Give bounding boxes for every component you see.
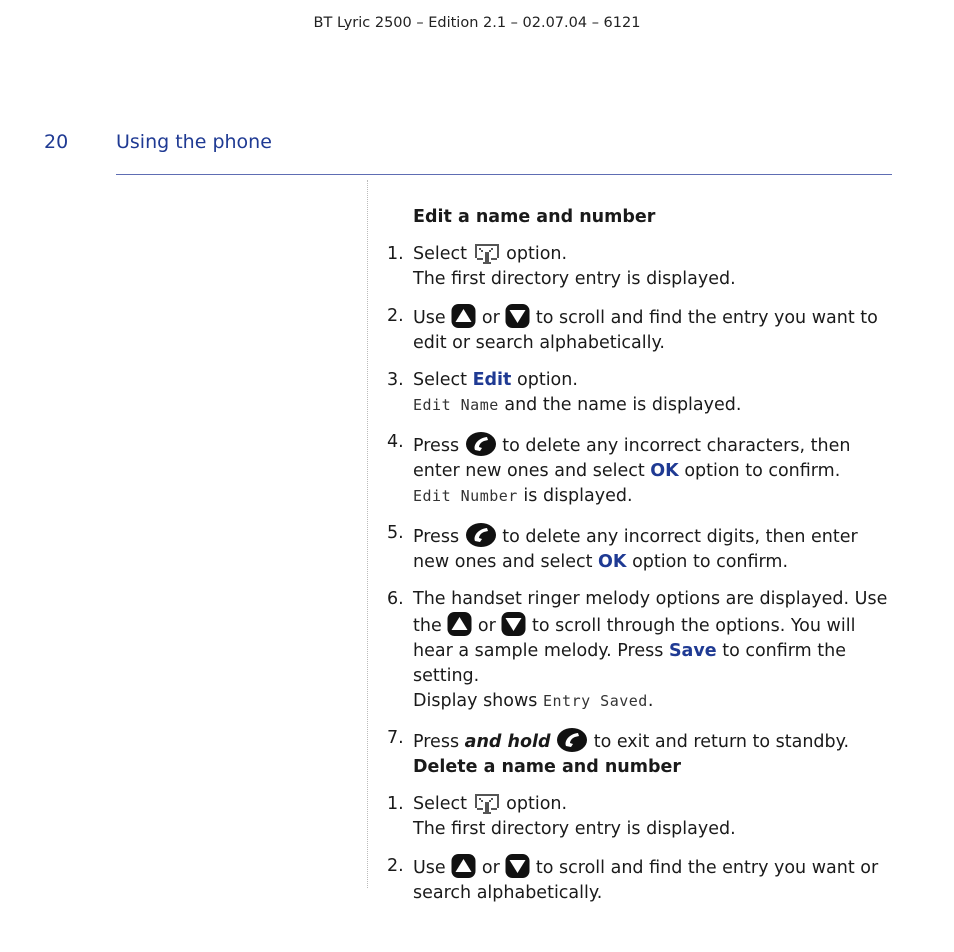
step-text: option to confirm. bbox=[684, 461, 841, 481]
delete-heading: Delete a name and number bbox=[413, 757, 682, 777]
section-title: Using the phone bbox=[116, 131, 272, 153]
up-arrow-button-icon bbox=[447, 612, 472, 636]
header-rule bbox=[116, 174, 892, 175]
step-text: or bbox=[477, 616, 496, 636]
edit-step-3 bbox=[387, 368, 892, 418]
step-text: option. bbox=[517, 370, 578, 390]
emphasis-text: and hold bbox=[464, 732, 551, 752]
step-text: Select bbox=[413, 370, 467, 390]
delete-step-2 bbox=[387, 854, 892, 906]
directory-icon bbox=[473, 242, 501, 264]
handset-button-icon bbox=[465, 430, 497, 458]
step-text: Select bbox=[413, 244, 467, 264]
step-text: to confirm the setting. bbox=[413, 641, 847, 686]
step-text: or bbox=[481, 858, 500, 878]
ok-option-label: OK bbox=[598, 552, 627, 572]
up-arrow-button-icon bbox=[451, 304, 476, 328]
step-text: Press bbox=[413, 732, 460, 752]
step-text: to scroll through the options. You will hear a sample melody. Press bbox=[413, 616, 856, 661]
directory-icon bbox=[473, 792, 501, 814]
step-text: . bbox=[647, 691, 654, 711]
step-text: The first directory entry is displayed. bbox=[413, 269, 736, 289]
down-arrow-button-icon bbox=[501, 612, 526, 636]
step-number: 4. bbox=[387, 432, 404, 452]
down-arrow-button-icon bbox=[505, 854, 530, 878]
step-number: 5. bbox=[387, 523, 404, 543]
page-number: 20 bbox=[44, 131, 69, 153]
edit-step-2 bbox=[387, 304, 892, 356]
column-divider bbox=[367, 180, 368, 888]
step-text: option. bbox=[506, 244, 568, 264]
document-header: BT Lyric 2500 – Edition 2.1 – 02.07.04 – 6121 bbox=[313, 15, 641, 31]
edit-step-6 bbox=[387, 587, 892, 714]
save-option-label: Save bbox=[668, 641, 717, 661]
step-number: 7. bbox=[387, 728, 404, 748]
step-text: Use bbox=[413, 858, 446, 878]
step-number: 2. bbox=[387, 306, 404, 326]
handset-button-icon bbox=[465, 521, 497, 549]
step-text: to delete any incorrect characters, then enter new ones and select bbox=[413, 436, 851, 481]
step-text: option to confirm. bbox=[632, 552, 789, 572]
edit-step-1 bbox=[387, 242, 892, 292]
display-text: Edit Name bbox=[413, 396, 499, 414]
step-text: option. bbox=[506, 794, 568, 814]
step-text: Press bbox=[413, 527, 460, 547]
step-text: to scroll and find the entry you want to edit or search alphabetically. bbox=[413, 308, 878, 353]
delete-section bbox=[387, 755, 892, 906]
edit-section bbox=[387, 205, 892, 755]
step-text: to scroll and find the entry you want or search alphabetically. bbox=[413, 858, 879, 903]
delete-steps bbox=[387, 792, 892, 906]
step-text: to delete any incorrect digits, then enter new ones and select bbox=[413, 527, 858, 572]
step-text: is displayed. bbox=[523, 486, 633, 506]
step-text: Press bbox=[413, 436, 460, 456]
step-number: 2. bbox=[387, 856, 404, 876]
edit-option-label: Edit bbox=[472, 370, 512, 390]
ok-option-label: OK bbox=[650, 461, 679, 481]
handset-button-icon bbox=[556, 726, 588, 754]
edit-step-7 bbox=[387, 726, 892, 755]
edit-step-5 bbox=[387, 521, 892, 575]
step-number: 1. bbox=[387, 794, 404, 814]
delete-step-1 bbox=[387, 792, 892, 842]
step-text: The first directory entry is displayed. bbox=[413, 819, 736, 839]
display-text: Entry Saved bbox=[543, 692, 648, 710]
up-arrow-button-icon bbox=[451, 854, 476, 878]
step-text: The handset ringer melody options are displayed. Use the bbox=[413, 589, 888, 636]
step-number: 6. bbox=[387, 589, 404, 609]
edit-heading: Edit a name and number bbox=[413, 207, 656, 227]
step-text: Use bbox=[413, 308, 446, 328]
edit-step-4 bbox=[387, 430, 892, 509]
display-text: Edit Number bbox=[413, 487, 518, 505]
step-number: 1. bbox=[387, 244, 404, 264]
step-text: Select bbox=[413, 794, 467, 814]
step-text: and the name is displayed. bbox=[504, 395, 742, 415]
step-text: or bbox=[481, 308, 500, 328]
step-text: to exit and return to standby. bbox=[593, 732, 850, 752]
down-arrow-button-icon bbox=[505, 304, 530, 328]
step-text: Display shows bbox=[413, 691, 538, 711]
edit-steps bbox=[387, 242, 892, 755]
step-number: 3. bbox=[387, 370, 404, 390]
